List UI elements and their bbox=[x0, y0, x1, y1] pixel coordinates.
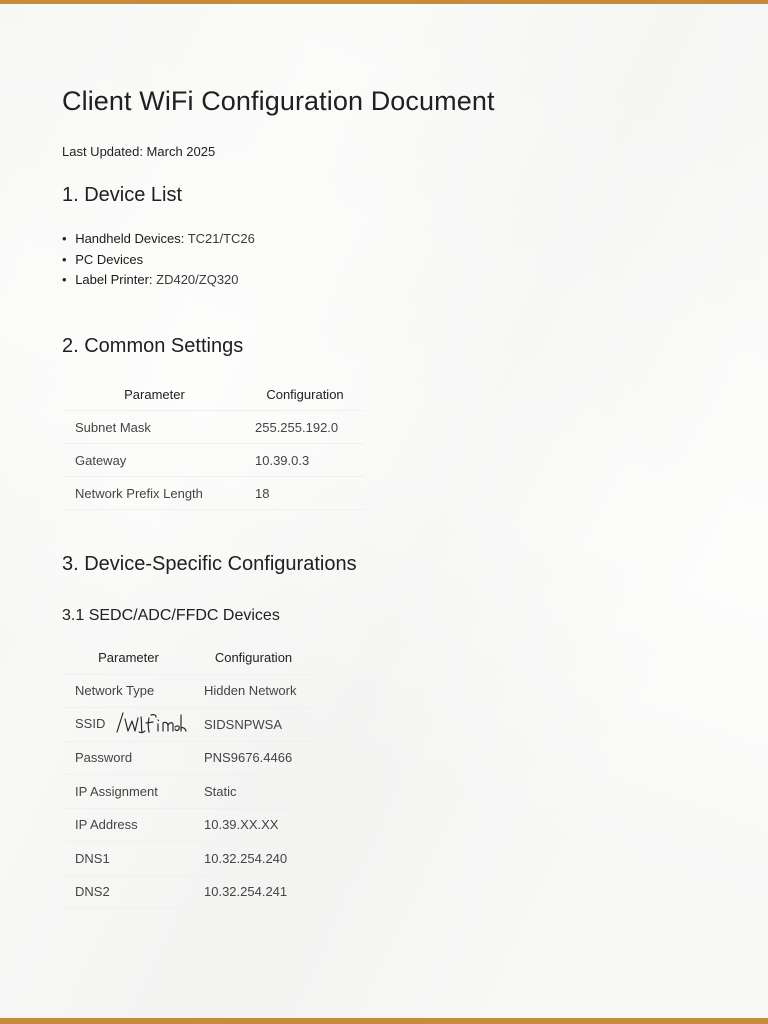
column-header-configuration: Configuration bbox=[245, 378, 365, 411]
handwriting-wifi-name-drawing bbox=[111, 710, 187, 736]
configuration-cell: SIDSNPWSA bbox=[193, 708, 314, 742]
device-label: Label Printer: bbox=[75, 272, 153, 287]
parameter-cell: Gateway bbox=[64, 444, 245, 477]
parameter-cell: DNS2 bbox=[64, 875, 193, 909]
table-header-row bbox=[64, 378, 365, 411]
list-item bbox=[62, 250, 255, 271]
document-page bbox=[0, 4, 768, 1018]
column-header-parameter: Parameter bbox=[64, 378, 245, 411]
column-header-parameter: Parameter bbox=[64, 641, 193, 674]
configuration-cell: Hidden Network bbox=[193, 674, 314, 708]
table-row bbox=[64, 411, 365, 444]
table-row bbox=[64, 477, 365, 510]
device-value: TC21/TC26 bbox=[187, 231, 255, 246]
last-updated-date: Last Updated: March 2025 bbox=[62, 144, 216, 159]
configuration-cell: 10.39.0.3 bbox=[245, 444, 365, 477]
configuration-cell: 10.39.XX.XX bbox=[193, 808, 314, 842]
list-item bbox=[62, 270, 255, 291]
configuration-cell: 10.32.254.241 bbox=[193, 875, 314, 909]
common-settings-table bbox=[64, 378, 365, 510]
table-row bbox=[64, 775, 314, 809]
table-row bbox=[64, 842, 314, 876]
subsection-sedc-heading: 3.1 SEDC/ADC/FFDC Devices bbox=[62, 607, 280, 624]
device-list bbox=[62, 229, 255, 291]
parameter-cell: IP Assignment bbox=[64, 775, 193, 809]
parameter-label: SSID bbox=[75, 715, 106, 731]
device-label: PC Devices bbox=[75, 251, 144, 267]
parameter-cell: DNS1 bbox=[64, 842, 193, 876]
parameter-cell: Network Prefix Length bbox=[64, 477, 245, 510]
parameter-cell: IP Address bbox=[64, 808, 193, 842]
document-title: Client WiFi Configuration Document bbox=[62, 86, 495, 116]
parameter-cell: Subnet Mask bbox=[64, 411, 245, 444]
parameter-cell: Network Type bbox=[64, 674, 193, 708]
ssid-parameter-cell bbox=[64, 708, 193, 742]
table-row bbox=[64, 674, 314, 708]
configuration-cell: 18 bbox=[245, 477, 365, 510]
column-header-configuration: Configuration bbox=[193, 641, 314, 674]
table-row bbox=[64, 708, 314, 742]
table-row bbox=[64, 444, 365, 477]
device-value: ZD420/ZQ320 bbox=[156, 272, 239, 287]
table-row bbox=[64, 741, 314, 775]
parameter-cell: Password bbox=[64, 741, 193, 775]
section-common-settings-heading: 2. Common Settings bbox=[62, 335, 244, 357]
handwritten-note bbox=[111, 710, 187, 739]
configuration-cell: 255.255.192.0 bbox=[245, 411, 365, 444]
sedc-config-table bbox=[64, 641, 314, 909]
table-header-row bbox=[64, 641, 314, 674]
configuration-cell: 10.32.254.240 bbox=[193, 842, 314, 876]
section-device-specific-heading: 3. Device-Specific Configurations bbox=[62, 553, 357, 575]
table-row bbox=[64, 808, 314, 842]
table-row bbox=[64, 875, 314, 909]
list-item bbox=[62, 229, 255, 250]
configuration-cell: PNS9676.4466 bbox=[193, 741, 314, 775]
section-device-list-heading: 1. Device List bbox=[62, 184, 183, 206]
device-label: Handheld Devices: bbox=[75, 231, 185, 246]
configuration-cell: Static bbox=[193, 775, 314, 809]
